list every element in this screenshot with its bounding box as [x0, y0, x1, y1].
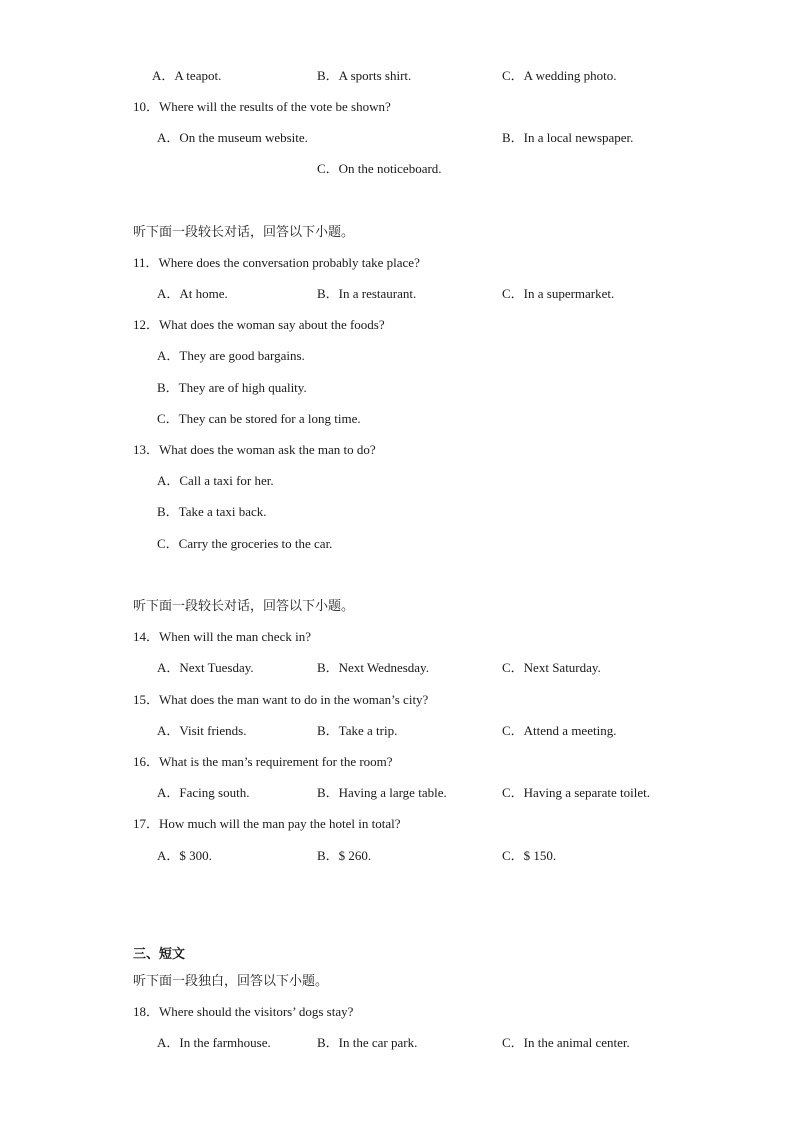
q12-stem: 12．What does the woman say about the foods? [133, 317, 385, 332]
q17-option-c: C．$ 150. [502, 848, 557, 863]
q18-option-a: A．In the farmhouse. [157, 1035, 271, 1050]
q9-option-c: C．A wedding photo. [502, 68, 617, 83]
q13-stem: 13．What does the woman ask the man to do? [133, 442, 376, 457]
q10-option-a: A．On the museum website. [157, 130, 308, 145]
q16-stem: 16．What is the man’s requirement for the room? [133, 754, 393, 769]
q10-option-c: C．On the noticeboard. [317, 161, 442, 176]
q9-option-b: B．A sports shirt. [317, 68, 412, 83]
q11-option-b: B．In a restaurant. [317, 286, 417, 301]
q17-option-a: A．$ 300. [157, 848, 212, 863]
q15-stem: 15．What does the man want to do in the woman’s city? [133, 692, 429, 707]
q15-option-b: B．Take a trip. [317, 723, 398, 738]
q11-option-c: C．In a supermarket. [502, 286, 615, 301]
section-3-heading: 三、短文 [133, 946, 186, 961]
q9-option-a: A．A teapot. [152, 68, 222, 83]
q10-stem: 10．Where will the results of the vote be shown? [133, 99, 391, 114]
q14-stem: 14．When will the man check in? [133, 629, 311, 644]
q18-option-b: B．In the car park. [317, 1035, 418, 1050]
q11-stem: 11．Where does the conversation probably take place? [133, 255, 420, 270]
q14-option-b: B．Next Wednesday. [317, 660, 429, 675]
q12-option-b: B．They are of high quality. [157, 380, 307, 395]
q14-option-a: A．Next Tuesday. [157, 660, 254, 675]
q18-stem: 18．Where should the visitors’ dogs stay? [133, 1004, 354, 1019]
q14-option-c: C．Next Saturday. [502, 660, 601, 675]
q11-option-a: A．At home. [157, 286, 228, 301]
q15-option-c: C．Attend a meeting. [502, 723, 617, 738]
q16-option-a: A．Facing south. [157, 785, 250, 800]
q16-option-c: C．Having a separate toilet. [502, 785, 651, 800]
q18-option-c: C．In the animal center. [502, 1035, 630, 1050]
q12-option-c: C．They can be stored for a long time. [157, 411, 361, 426]
instruction-3: 听下面一段独白，回答以下小题。 [133, 973, 329, 988]
instruction-2: 听下面一段较长对话，回答以下小题。 [133, 598, 355, 613]
q10-option-b: B．In a local newspaper. [502, 130, 634, 145]
q12-option-a: A．They are good bargains. [157, 348, 305, 363]
q13-option-a: A．Call a taxi for her. [157, 473, 274, 488]
q13-option-c: C．Carry the groceries to the car. [157, 536, 333, 551]
q15-option-a: A．Visit friends. [157, 723, 247, 738]
q17-option-b: B．$ 260. [317, 848, 372, 863]
q17-stem: 17．How much will the man pay the hotel in total? [133, 816, 401, 831]
instruction-1: 听下面一段较长对话，回答以下小题。 [133, 224, 355, 239]
q16-option-b: B．Having a large table. [317, 785, 447, 800]
q13-option-b: B．Take a taxi back. [157, 504, 267, 519]
